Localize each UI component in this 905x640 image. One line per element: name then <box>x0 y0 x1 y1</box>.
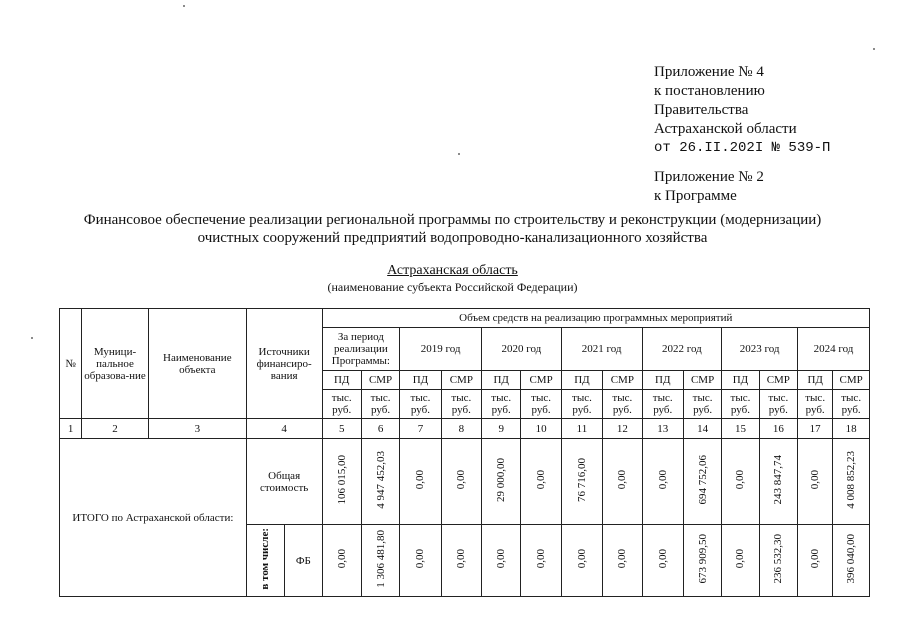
header-no: № <box>60 309 82 419</box>
header-unit: тыс. руб. <box>482 390 521 419</box>
header-pd: ПД <box>400 371 441 390</box>
value-text: 0,00 <box>335 549 348 569</box>
value-cell <box>322 525 361 597</box>
value-cell <box>400 439 441 525</box>
value-text: 694 752,06 <box>696 455 709 505</box>
header-unit: тыс. руб. <box>322 390 361 419</box>
value-text: 0,00 <box>734 470 747 490</box>
value-text: 396 040,00 <box>845 534 858 584</box>
col-number: 1 <box>60 419 82 439</box>
appendix-line: Приложение № 4 <box>654 64 764 80</box>
value-cell <box>521 525 561 597</box>
value-cell <box>683 439 721 525</box>
value-cell <box>603 525 642 597</box>
value-cell <box>642 525 683 597</box>
col-number: 17 <box>798 419 833 439</box>
header-unit: тыс. руб. <box>441 390 481 419</box>
header-pd: ПД <box>722 371 759 390</box>
header-pd: ПД <box>642 371 683 390</box>
value-cell <box>798 439 833 525</box>
col-number: 2 <box>82 419 149 439</box>
value-cell <box>482 525 521 597</box>
appendix-line: к постановлению <box>654 83 765 99</box>
header-year-2020: 2020 год <box>482 328 562 371</box>
header-unit: тыс. руб. <box>400 390 441 419</box>
value-cell <box>759 439 797 525</box>
column-number-row <box>60 419 870 439</box>
header-unit: тыс. руб. <box>722 390 759 419</box>
region-note: (наименование субъекта Российской Федерации) <box>327 280 578 294</box>
value-text: 0,00 <box>414 549 427 569</box>
appendix-date-line: от 26.II.202I № 539-П <box>654 140 831 156</box>
value-text: 0,00 <box>809 549 822 569</box>
value-text: 0,00 <box>455 470 468 490</box>
value-cell <box>833 525 870 597</box>
col-number: 6 <box>361 419 399 439</box>
scan-speck <box>183 5 185 7</box>
including-label: в том числе: <box>259 528 272 590</box>
value-text: 106 015,00 <box>335 455 348 505</box>
scan-speck <box>31 337 33 339</box>
value-text: 76 716,00 <box>575 458 588 502</box>
col-number: 5 <box>322 419 361 439</box>
header-year-2021: 2021 год <box>561 328 642 371</box>
scan-speck <box>873 48 875 50</box>
header-unit: тыс. руб. <box>642 390 683 419</box>
header-smr: СМР <box>833 371 870 390</box>
fb-label: ФБ <box>285 525 322 597</box>
header-object: Наименование объекта <box>148 309 246 419</box>
col-number: 11 <box>561 419 602 439</box>
scan-speck <box>458 153 460 155</box>
header-year-2019: 2019 год <box>400 328 482 371</box>
header-unit: тыс. руб. <box>798 390 833 419</box>
value-text: 0,00 <box>495 549 508 569</box>
col-number: 7 <box>400 419 441 439</box>
col-number: 18 <box>833 419 870 439</box>
header-smr: СМР <box>441 371 481 390</box>
col-number: 12 <box>603 419 642 439</box>
header-year-2023: 2023 год <box>722 328 798 371</box>
header-unit: тыс. руб. <box>833 390 870 419</box>
header-source: Источники финансиро-вания <box>246 309 322 419</box>
value-cell <box>642 439 683 525</box>
value-cell <box>722 439 759 525</box>
value-text: 29 000,00 <box>495 458 508 502</box>
title-line-2: очистных сооружений предприятий водопроводно-канализационного хозяйства <box>197 230 708 246</box>
value-cell <box>722 525 759 597</box>
col-number: 3 <box>148 419 246 439</box>
value-cell <box>798 525 833 597</box>
value-text: 0,00 <box>455 549 468 569</box>
value-text: 0,00 <box>616 549 629 569</box>
value-text: 4 947 452,03 <box>374 451 387 509</box>
value-text: 0,00 <box>616 470 629 490</box>
financing-table <box>59 308 870 597</box>
title-line-1: Финансовое обеспечение реализации региональной программы по строительству и реконструкции (модернизации) <box>83 212 822 228</box>
col-number: 16 <box>759 419 797 439</box>
value-cell <box>322 439 361 525</box>
appendix-line: Правительства <box>654 102 749 118</box>
value-text: 0,00 <box>734 549 747 569</box>
header-pd: ПД <box>322 371 361 390</box>
header-smr: СМР <box>603 371 642 390</box>
header-unit: тыс. руб. <box>603 390 642 419</box>
header-smr: СМР <box>361 371 399 390</box>
value-text: 0,00 <box>535 549 548 569</box>
col-number: 13 <box>642 419 683 439</box>
value-text: 0,00 <box>414 470 427 490</box>
value-text: 236 532,30 <box>772 534 785 584</box>
value-cell <box>482 439 521 525</box>
value-cell <box>561 439 602 525</box>
total-row <box>60 439 870 525</box>
value-cell <box>441 525 481 597</box>
value-text: 0,00 <box>535 470 548 490</box>
col-number: 8 <box>441 419 481 439</box>
appendix-line: к Программе <box>654 188 737 204</box>
value-cell <box>759 525 797 597</box>
appendix-line: Приложение № 2 <box>654 169 764 185</box>
header-smr: СМР <box>759 371 797 390</box>
header-smr: СМР <box>683 371 721 390</box>
header-period-total: За период реализации Программы: <box>322 328 400 371</box>
value-text: 0,00 <box>656 549 669 569</box>
value-cell <box>561 525 602 597</box>
value-cell <box>361 439 399 525</box>
appendix-block <box>654 63 830 206</box>
value-text: 243 847,74 <box>772 455 785 505</box>
value-cell <box>521 439 561 525</box>
header-municipal: Муници-пальное образова-ние <box>82 309 149 419</box>
header-unit: тыс. руб. <box>759 390 797 419</box>
total-cost-label: Общая стоимость <box>246 439 322 525</box>
value-cell <box>683 525 721 597</box>
value-cell <box>361 525 399 597</box>
header-pd: ПД <box>482 371 521 390</box>
region-name: Астраханская область <box>387 263 518 278</box>
header-pd: ПД <box>561 371 602 390</box>
header-volume: Объем средств на реализацию программных мероприятий <box>322 309 869 328</box>
header-smr: СМР <box>521 371 561 390</box>
header-year-2022: 2022 год <box>642 328 722 371</box>
value-text: 1 306 481,80 <box>374 530 387 588</box>
header-unit: тыс. руб. <box>561 390 602 419</box>
value-cell <box>400 525 441 597</box>
header-pd: ПД <box>798 371 833 390</box>
col-number: 9 <box>482 419 521 439</box>
value-cell <box>441 439 481 525</box>
col-number: 4 <box>246 419 322 439</box>
col-number: 15 <box>722 419 759 439</box>
header-unit: тыс. руб. <box>683 390 721 419</box>
appendix-line: Астраханской области <box>654 121 797 137</box>
value-cell <box>833 439 870 525</box>
header-year-2024: 2024 год <box>798 328 870 371</box>
value-text: 673 909,50 <box>696 534 709 584</box>
header-unit: тыс. руб. <box>361 390 399 419</box>
including-label-cell <box>246 525 284 597</box>
col-number: 14 <box>683 419 721 439</box>
total-label: ИТОГО по Астраханской области: <box>60 439 247 597</box>
value-text: 0,00 <box>809 470 822 490</box>
document-title <box>40 211 865 247</box>
value-text: 4 008 852,23 <box>845 451 858 509</box>
value-text: 0,00 <box>656 470 669 490</box>
value-cell <box>603 439 642 525</box>
col-number: 10 <box>521 419 561 439</box>
header-unit: тыс. руб. <box>521 390 561 419</box>
value-text: 0,00 <box>575 549 588 569</box>
